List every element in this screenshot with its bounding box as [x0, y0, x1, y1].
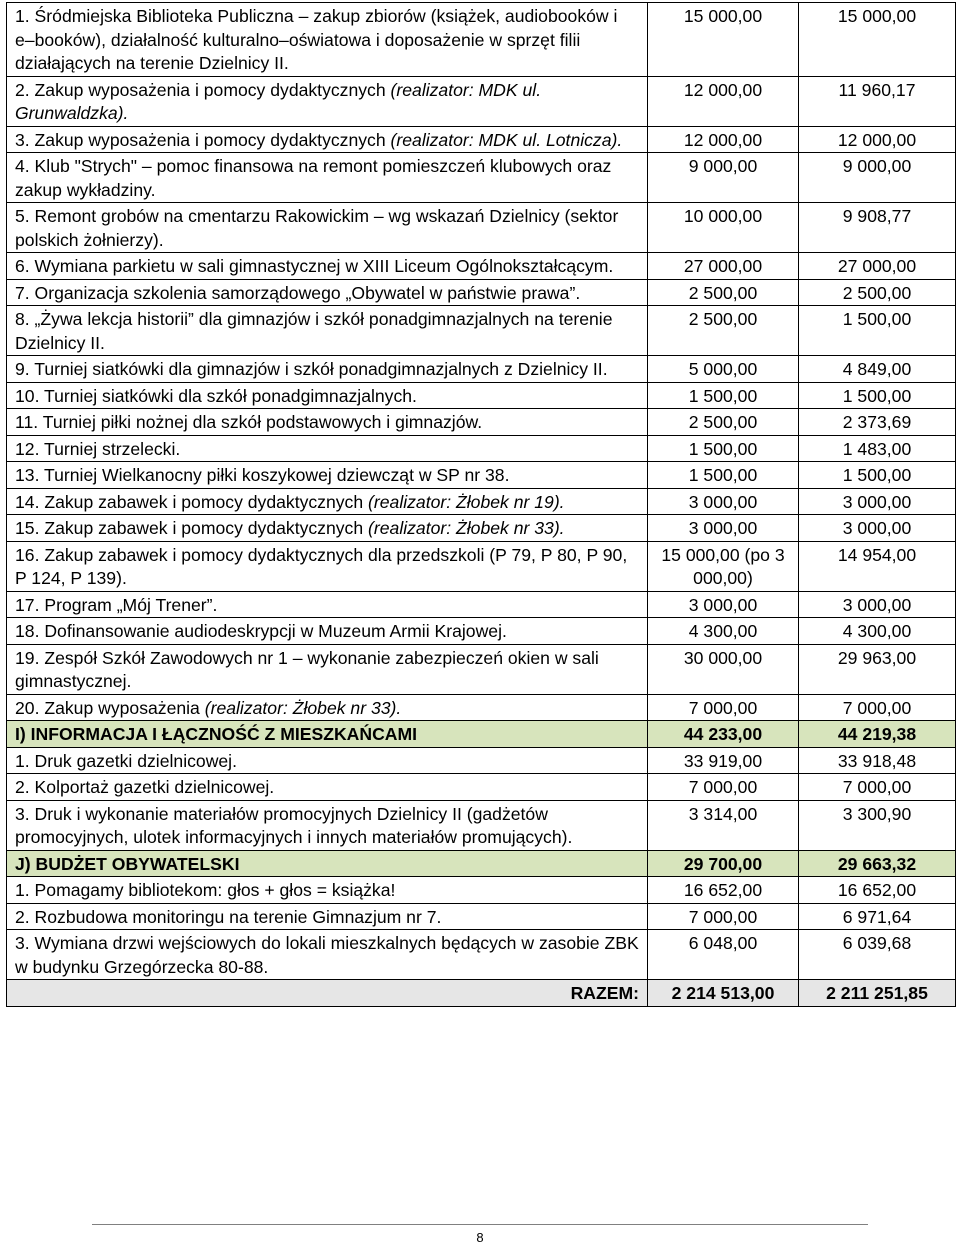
table-row: [7, 462, 956, 489]
table-row: [7, 382, 956, 409]
planned-amount: 1 500,00: [648, 435, 799, 462]
planned-amount: 5 000,00: [648, 356, 799, 383]
table-row: [7, 126, 956, 153]
executed-amount: 16 652,00: [799, 877, 956, 904]
table-row: [7, 877, 956, 904]
item-description: [7, 462, 648, 489]
item-realizator-note: (realizator: Żłobek nr 33).: [368, 518, 565, 538]
item-description: [7, 382, 648, 409]
planned-amount: 3 000,00: [648, 488, 799, 515]
planned-amount: 33 919,00: [648, 747, 799, 774]
executed-amount: 14 954,00: [799, 541, 956, 591]
planned-amount: 3 314,00: [648, 800, 799, 850]
executed-amount: 1 500,00: [799, 462, 956, 489]
executed-amount: 1 500,00: [799, 382, 956, 409]
planned-amount: 29 700,00: [648, 850, 799, 877]
executed-amount: 44 219,38: [799, 721, 956, 748]
item-description: [7, 644, 648, 694]
total-label: RAZEM:: [7, 980, 648, 1007]
total-planned-amount: 2 214 513,00: [648, 980, 799, 1007]
item-description-text: 9. Turniej siatkówki dla gimnazjów i szkół ponadgimnazjalnych z Dzielnicy II.: [15, 359, 608, 379]
planned-amount: 7 000,00: [648, 903, 799, 930]
table-row: [7, 203, 956, 253]
executed-amount: 29 663,32: [799, 850, 956, 877]
planned-amount: 6 048,00: [648, 930, 799, 980]
item-description-text: 10. Turniej siatkówki dla szkół ponadgimnazjalnych.: [15, 385, 417, 406]
table-row: [7, 618, 956, 645]
table-row: [7, 644, 956, 694]
item-description: [7, 903, 648, 930]
item-description-text: 12. Turniej strzelecki.: [15, 438, 181, 459]
table-row: [7, 279, 956, 306]
planned-amount: 15 000,00: [648, 3, 799, 77]
executed-amount: 4 849,00: [799, 356, 956, 383]
section-header-row: [7, 721, 956, 748]
item-description-text: 1. Druk gazetki dzielnicowej.: [15, 750, 237, 771]
footer-divider: [92, 1224, 868, 1225]
item-description-text: 8. „Żywa lekcja historii” dla gimnazjów i szkół ponadgimnazjalnych na terenie Dzielnicy II.: [15, 309, 613, 353]
item-description: [7, 747, 648, 774]
item-description: [7, 253, 648, 280]
executed-amount: 29 963,00: [799, 644, 956, 694]
budget-table: [6, 2, 956, 1007]
item-description: [7, 618, 648, 645]
planned-amount: 9 000,00: [648, 153, 799, 203]
table-row: [7, 747, 956, 774]
executed-amount: 3 000,00: [799, 515, 956, 542]
total-executed-amount: 2 211 251,85: [799, 980, 956, 1007]
item-description: [7, 306, 648, 356]
item-description: [7, 203, 648, 253]
executed-amount: 1 500,00: [799, 306, 956, 356]
item-description-text: 1. Pomagamy bibliotekom: głos + głos = książka!: [15, 880, 396, 900]
total-row: [7, 980, 956, 1007]
item-description: [7, 279, 648, 306]
table-row: [7, 306, 956, 356]
item-description-text: 17. Program „Mój Trener”.: [15, 594, 218, 615]
planned-amount: 15 000,00 (po 3 000,00): [648, 541, 799, 591]
table-row: [7, 409, 956, 436]
item-description-text: 14. Zakup zabawek i pomocy dydaktycznych: [15, 491, 369, 512]
executed-amount: 6 039,68: [799, 930, 956, 980]
item-description: [7, 356, 648, 383]
item-description: [7, 76, 648, 126]
executed-amount: 27 000,00: [799, 253, 956, 280]
planned-amount: 3 000,00: [648, 515, 799, 542]
section-title: [7, 721, 648, 748]
planned-amount: 12 000,00: [648, 76, 799, 126]
item-description-text: 13. Turniej Wielkanocny piłki koszykowej dziewcząt w SP nr 38.: [15, 465, 510, 485]
item-description-text: 16. Zakup zabawek i pomocy dydaktycznych dla przedszkoli (P 79, P 80, P 90, P 124, P 139).: [15, 544, 628, 588]
executed-amount: 1 483,00: [799, 435, 956, 462]
item-realizator-note: (realizator: MDK ul. Grunwaldzka).: [15, 79, 542, 123]
item-description-text: I) INFORMACJA I ŁĄCZNOŚĆ Z MIESZKAŃCAMI: [15, 724, 418, 744]
item-description-text: 19. Zespół Szkół Zawodowych nr 1 – wykonanie zabezpieczeń okien w sali gimnastycznej.: [15, 647, 599, 691]
item-description: [7, 930, 648, 980]
table-row: [7, 435, 956, 462]
executed-amount: 12 000,00: [799, 126, 956, 153]
table-row: [7, 903, 956, 930]
page-number: 8: [476, 1230, 484, 1245]
planned-amount: 2 500,00: [648, 306, 799, 356]
executed-amount: 4 300,00: [799, 618, 956, 645]
section-title: [7, 850, 648, 877]
item-description: [7, 3, 648, 77]
item-description: [7, 541, 648, 591]
executed-amount: 7 000,00: [799, 694, 956, 721]
table-row: [7, 153, 956, 203]
executed-amount: 15 000,00: [799, 3, 956, 77]
item-description: [7, 774, 648, 801]
item-description: [7, 591, 648, 618]
table-row: [7, 253, 956, 280]
item-description-text: 15. Zakup zabawek i pomocy dydaktycznych: [15, 518, 369, 538]
planned-amount: 2 500,00: [648, 279, 799, 306]
planned-amount: 44 233,00: [648, 721, 799, 748]
budget-table-body: [7, 3, 956, 980]
item-description: [7, 153, 648, 203]
planned-amount: 7 000,00: [648, 774, 799, 801]
item-description-text: 7. Organizacja szkolenia samorządowego „Obywatel w państwie prawa”.: [15, 282, 581, 303]
executed-amount: 2 500,00: [799, 279, 956, 306]
item-description-text: 11. Turniej piłki nożnej dla szkół podstawowych i gimnazjów.: [15, 412, 483, 432]
item-realizator-note: (realizator: Żłobek nr 33).: [204, 697, 402, 718]
planned-amount: 30 000,00: [648, 644, 799, 694]
planned-amount: 4 300,00: [648, 618, 799, 645]
planned-amount: 16 652,00: [648, 877, 799, 904]
item-description-text: 3. Zakup wyposażenia i pomocy dydaktycznych: [15, 129, 391, 150]
item-description-text: 2. Rozbudowa monitoringu na terenie Gimnazjum nr 7.: [15, 906, 442, 927]
executed-amount: 33 918,48: [799, 747, 956, 774]
item-description-text: 5. Remont grobów na cmentarzu Rakowickim – wg wskazań Dzielnicy (sektor polskich żołnierzy).: [15, 206, 619, 250]
planned-amount: 3 000,00: [648, 591, 799, 618]
table-row: [7, 515, 956, 542]
planned-amount: 10 000,00: [648, 203, 799, 253]
executed-amount: 3 000,00: [799, 591, 956, 618]
item-description: [7, 694, 648, 721]
table-row: [7, 591, 956, 618]
planned-amount: 2 500,00: [648, 409, 799, 436]
executed-amount: 7 000,00: [799, 774, 956, 801]
planned-amount: 1 500,00: [648, 462, 799, 489]
section-header-row: [7, 850, 956, 877]
item-description: [7, 515, 648, 542]
item-description: [7, 409, 648, 436]
table-row: [7, 3, 956, 77]
executed-amount: 2 373,69: [799, 409, 956, 436]
item-description-text: 18. Dofinansowanie audiodeskrypcji w Muzeum Armii Krajowej.: [15, 621, 507, 641]
planned-amount: 7 000,00: [648, 694, 799, 721]
table-row: [7, 694, 956, 721]
executed-amount: 9 000,00: [799, 153, 956, 203]
item-description-text: 20. Zakup wyposażenia: [15, 697, 205, 718]
table-row: [7, 541, 956, 591]
planned-amount: 27 000,00: [648, 253, 799, 280]
table-row: [7, 930, 956, 980]
item-realizator-note: (realizator: MDK ul. Lotnicza).: [390, 129, 623, 150]
executed-amount: 11 960,17: [799, 76, 956, 126]
table-row: [7, 800, 956, 850]
item-description: [7, 800, 648, 850]
planned-amount: 12 000,00: [648, 126, 799, 153]
item-description: [7, 126, 648, 153]
executed-amount: 3 000,00: [799, 488, 956, 515]
item-description: [7, 877, 648, 904]
item-description-text: 3. Wymiana drzwi wejściowych do lokali mieszkalnych będących w zasobie ZBK w budynku Grzegórzecka 80-88.: [15, 933, 639, 977]
item-description-text: 1. Śródmiejska Biblioteka Publiczna – zakup zbiorów (książek, audiobooków i e–booków), działalność kulturalno–oświatowa i doposażenie w sprzęt filii działających na terenie Dzielnicy II.: [15, 6, 618, 73]
item-description-text: 2. Kolportaż gazetki dzielnicowej.: [15, 777, 275, 797]
item-description: [7, 435, 648, 462]
item-realizator-note: (realizator: Żłobek nr 19).: [368, 491, 565, 512]
item-description-text: 2. Zakup wyposażenia i pomocy dydaktycznych: [15, 79, 391, 100]
table-row: [7, 356, 956, 383]
item-description: [7, 488, 648, 515]
table-row: [7, 76, 956, 126]
executed-amount: 9 908,77: [799, 203, 956, 253]
table-row: [7, 488, 956, 515]
item-description-text: 6. Wymiana parkietu w sali gimnastycznej w XIII Liceum Ogólnokształcącym.: [15, 256, 614, 276]
planned-amount: 1 500,00: [648, 382, 799, 409]
executed-amount: 6 971,64: [799, 903, 956, 930]
item-description-text: 4. Klub "Strych" – pomoc finansowa na remont pomieszczeń klubowych oraz zakup wykładziny.: [15, 156, 612, 200]
item-description-text: 3. Druk i wykonanie materiałów promocyjnych Dzielnicy II (gadżetów promocyjnych, ulotek informacyjnych i innych materiałów promujących).: [15, 803, 573, 847]
item-description-text: J) BUDŻET OBYWATELSKI: [15, 853, 240, 874]
table-row: [7, 774, 956, 801]
executed-amount: 3 300,90: [799, 800, 956, 850]
